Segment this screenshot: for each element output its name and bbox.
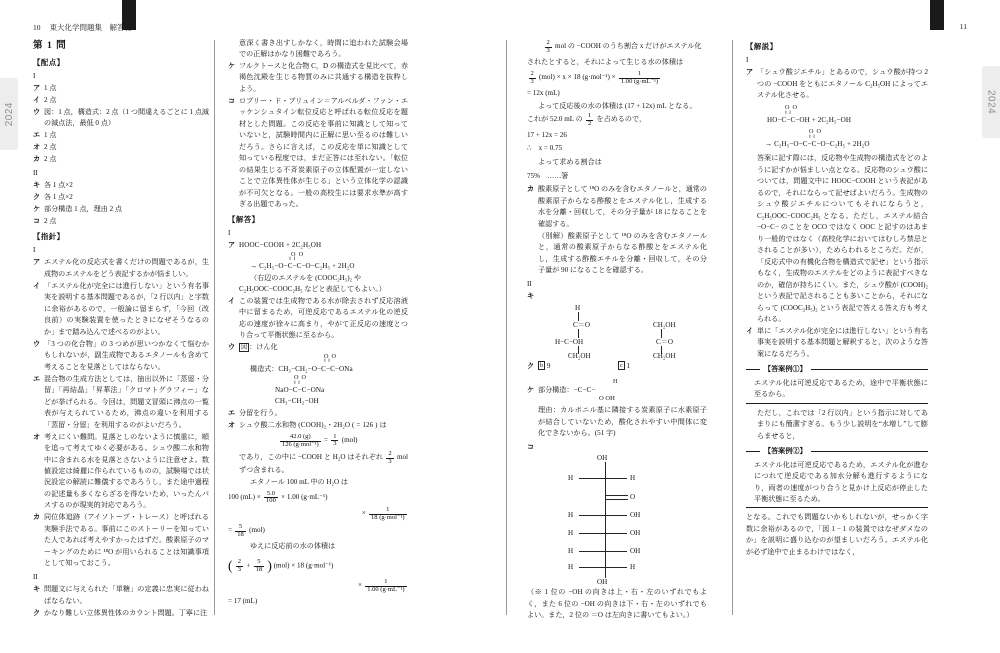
calc-times: × xyxy=(357,580,362,589)
item-body: 酸素原子として ¹⁸O のみを含むエタノールと，通常の酸素原子からなる酢酸とをエステル化し，生成する水を分離・回収して，その分子量が 18 になることを確認する。 xyxy=(538,185,707,228)
fischer-bond-3 xyxy=(579,515,627,516)
fraction-numerator: 5 xyxy=(254,559,265,567)
blank-ref-c: c xyxy=(619,362,623,370)
fraction-numerator: 1 xyxy=(587,111,592,119)
double-bond-marks: ‖ ‖ xyxy=(274,256,296,263)
column-four xyxy=(746,38,928,558)
ethanol-water-result: = $\frac{5}{18}$ (mol) xyxy=(228,523,265,539)
top-tab-mark-right xyxy=(930,0,944,30)
answer-a xyxy=(228,240,408,251)
carbonyl-o-labels-2: O O xyxy=(294,374,307,382)
rule-right xyxy=(811,451,928,452)
item-marker: カ xyxy=(527,185,535,194)
equation-product-block xyxy=(250,252,408,273)
item-body: ロブリー・ド・ブリュイン＝アルベルダ・ファン・エッケンシュタイン転位反応と呼ばれる転位反応を題材とした問題。この反応を事前に知識として知っていないと，試験時間内に正解に思い至るのは難しいだろう。さらに言えば，この反応を単に知識として知っている程度では，まだ正答には至れない。「転位の結果生じる不斉炭素原子の立体配置が一定しないことで立体異性体が生じる」という立体化学の認識が不可欠となる。一般の高校生には要求水準が高すぎる出題であった。 xyxy=(239,96,408,209)
fischer-backbone xyxy=(605,462,606,578)
column-one xyxy=(33,38,209,620)
item-marker: ウ xyxy=(228,343,236,352)
list-item xyxy=(33,584,209,607)
fraction-denominator: 100 xyxy=(266,497,276,505)
list-item xyxy=(33,107,209,130)
answer-e xyxy=(228,408,408,419)
commentary-eq-reactants: HO−C−C−OH + 2C₂H₅−OH xyxy=(767,115,852,124)
list-item xyxy=(33,192,209,203)
item-body: 部分構造 1 点，理由 2 点 xyxy=(44,205,123,214)
item-body: 2 点 xyxy=(44,155,57,164)
ethanol-water-calc-2 xyxy=(228,507,408,522)
fraction-inverse-density xyxy=(365,579,406,594)
oxalic-content-line xyxy=(239,451,408,477)
fischer-top-OH: OH xyxy=(597,454,608,463)
answer-ku-b-value: 9 xyxy=(546,361,551,370)
ethanol-water-calc-1 xyxy=(228,491,408,506)
answer-u xyxy=(228,342,408,353)
item-marker: コ xyxy=(228,96,236,105)
item-marker: カ xyxy=(33,513,41,522)
line-text: mol の −COOH のうち割合 x だけがエステル化 xyxy=(555,42,702,51)
structure-ethanol: CH₃−CH₂−OH xyxy=(275,397,319,406)
answer-ka-alternative: （別解）酸素原子として ¹⁸O のみを含むエタノールと，通常の酸素原子からなる酢酸とをエステル化し，生成する酢酸エチルを分離・回収して，その分子量が 90 になることを確認する。 xyxy=(538,231,707,275)
column-rule-2 xyxy=(506,40,507,615)
item-marker: ア xyxy=(33,258,41,267)
item-marker: ア xyxy=(228,241,236,250)
unit-mol: (mol) xyxy=(249,526,265,535)
fraction-numerator: 1 xyxy=(619,71,660,79)
answer-example-2-caption xyxy=(746,446,928,457)
equation-solve-2: ∴ x = 0.75 xyxy=(527,144,563,153)
fischer-note: （※ 1 位の −OH の向きは上・右・左のいずれでもよく，また 6 位の −OH の向きは下・右・左のいずれでもよい。また，2 位の ＝O は左向きに書いてもよい。） xyxy=(527,588,707,620)
equation-products: → C₂H₅−O−C−C−O−C₂H₅ + 2H₂O xyxy=(250,262,355,271)
structure-label: 構造式： xyxy=(250,364,279,373)
haiten-heading: 【配点】 xyxy=(33,57,65,67)
running-head-right xyxy=(960,22,967,31)
item-body: 分留を行う。 xyxy=(239,408,282,417)
item-body: 単に「エステル化が完全には進行しない」という有名事実を説明する基本問題と解釈すると，次のような答案になるだろう。 xyxy=(757,326,928,358)
item-body: 考えにくい難問。見落としのないように慎重に，順を追って考えてゆく必要がある。シュウ酸二水和物中に含まれる水を見落とさないように注意せよ。数値設定は綺麗に作られているものの，試験場では状況設定の解読に難儀するであろうし，また途中過程の記述量も多くならざるを得ないため，いったんパスするのが現実的対応であろう。 xyxy=(44,432,209,510)
ethanol-water-line: エタノール 100 mL 中の H₂O は xyxy=(250,477,348,486)
answer-example-2-body: エステル化は可逆反応であるため，エステル化が進むにつれて逆反応である加水分解も進行するようになり，両者の速度がつり合うと見かけ上反応が停止した平衡状態に至るため。 xyxy=(754,460,928,503)
atom-CH2OH-top: CH₂OH xyxy=(653,320,676,329)
oxalic-dihydrate-line: シュウ酸二水和物 (COOH)₂・2H₂O ( = 126 ) は xyxy=(239,420,387,429)
carbonyl-o-labels-2: O O xyxy=(809,128,822,136)
item-body: 各 1 点×2 xyxy=(44,181,73,190)
running-head-left xyxy=(33,22,132,33)
column-rule-1 xyxy=(214,40,215,615)
fischer-left-3: H xyxy=(568,511,574,520)
post-reaction-water-line: よって反応後の水の体積は (17 + 12x) mL となる。 xyxy=(538,102,697,111)
fischer-bond-1 xyxy=(579,478,627,479)
item-body: フルクトースと化合物 C，D の構造式を見比べて，赤褐色沈殿を生じる物質のみに共通する構造を抜粋しよう。 xyxy=(239,61,408,93)
fraction-denominator: 126 (g·mol⁻¹) xyxy=(281,440,319,448)
pre-reaction-water-calc: ( $\frac{2}{3}$ + $\frac{5}{18}$ ) (mol) × 18 (g·mol⁻¹) xyxy=(228,557,334,574)
double-bond-marks: ‖ ‖ xyxy=(785,109,791,116)
item-marker: オ xyxy=(33,143,41,152)
answer-ku xyxy=(527,361,707,372)
item-body: 2 点 xyxy=(44,95,57,104)
item-body: 2 点 xyxy=(44,143,57,152)
fischer-right-2-O: O xyxy=(630,493,636,502)
list-item xyxy=(33,83,209,94)
fraction-numerator: 5 xyxy=(235,524,246,532)
commentary-eq-products: → C₂H₅−O−C−C−O−C₂H₅ + 2H₂O xyxy=(765,139,870,148)
answer-u-structures xyxy=(250,354,408,408)
item-marker: コ xyxy=(33,217,41,226)
folio-right: 11 xyxy=(959,22,967,31)
item-marker: イ xyxy=(33,281,41,290)
commentary-a xyxy=(746,67,928,101)
fraction-numerator: 1 xyxy=(333,432,337,440)
final-answer-percent: 75% ……箸 xyxy=(527,171,569,180)
fraction-denominator: 2 xyxy=(587,119,592,127)
structure-sodium-oxalate: NaO−C−C−ONa xyxy=(275,385,325,394)
list-item xyxy=(33,339,209,373)
line-text: これが 52.0 mL の xyxy=(527,114,583,123)
structure-line-1 xyxy=(250,364,408,375)
fraction-inverse-density xyxy=(619,71,660,86)
esterified-fraction-line-2: されたとすると，それによって生じる水の体積は xyxy=(527,58,684,67)
fraction-denominator: 3 xyxy=(530,77,534,85)
answer-example-1-caption xyxy=(746,364,928,375)
year-tab-right-label: 2024 xyxy=(985,89,997,115)
commentary-a-paragraph: 答案に記す際には，反応物や生成物の構造式をどのように記すかが悩ましい点となる。反応物のシュウ酸については，問題文中に HOOC−COOH という表記があるので，それにならって記せばよいだろう。生成物のシュウ酸ジエチルについてもそれにならうと，C₂H₅OOC−COOC₂H₅ となる。ただし，エステル結合 −O−C− のことを OCO ではなく OOC と記すのはあまり一般的ではなく（高校化学においてはむしろ禁忌とされることが多い），ためらわれるところだ。だが，「反応式中の有機化合物を構造式で記せ」という指示もなく，生成物のエステルをどのように表記すべきなのか，確信が持ちにくい。また，シュウ酸が (COOH)₂ という表記で記されることも多いことから，それにならって (COOC₂H₅)₂ という表記で答える答え方も考えられる。 xyxy=(757,154,928,324)
atom-C-hydroxyl: H−C−OH xyxy=(555,337,584,346)
shishin-roman-2: II xyxy=(33,572,38,581)
list-item xyxy=(33,142,209,153)
fischer-double-bond-upper xyxy=(606,495,628,496)
fischer-right-5: OH xyxy=(630,547,641,556)
year-tab-right xyxy=(982,66,1000,138)
item-body: 1 点 xyxy=(44,131,57,140)
fraction-two-thirds xyxy=(529,71,536,86)
fraction-five-eighteenths xyxy=(235,524,246,539)
problem-heading: 第 1 問 xyxy=(33,40,67,51)
answer-a-note-1: （右辺のエステルを (COOC₂H₅)₂ や xyxy=(250,273,361,282)
fraction-denominator: 3 xyxy=(388,457,392,465)
pre-reaction-water-calc-2 xyxy=(228,579,408,594)
answer-example-1-title: 【答案例①】 xyxy=(764,365,807,374)
partial-structure-chain: −C−C− xyxy=(573,385,596,394)
blank-ref-b: b xyxy=(540,362,544,370)
answer-ki xyxy=(527,291,707,302)
fischer-projection xyxy=(527,453,707,587)
item-body: 「エステル化が完全には進行しない」という有名事実を説明する基本問題であるが，「2 行以内」と字数に余裕があるので，一般論に留まらず，「今回（改良前）の実験装置を使ったときになぜそうなるのか」まで踏み込んで述べるのがよい。 xyxy=(44,281,209,336)
answer-ka xyxy=(527,184,707,230)
list-item xyxy=(228,61,408,95)
item-body: 図：1 点，構造式：2 点（1 つ間違えるごとに 1 点減の減点法，最低 0 点） xyxy=(44,107,209,128)
calc-suffix: × 1.00 (g·mL⁻¹) xyxy=(281,492,328,501)
fischer-right-6: H xyxy=(630,563,636,572)
kaisetsu-roman-1: I xyxy=(746,55,749,64)
column-rule-3 xyxy=(732,40,733,615)
answer-example-2-title: 【答案例②】 xyxy=(764,447,807,456)
fraction-denominator: 1.00 (g·mL⁻¹) xyxy=(620,77,659,85)
fraction-denominator: 18 xyxy=(237,531,244,539)
item-marker: オ xyxy=(228,420,236,429)
list-item xyxy=(33,130,209,141)
answer-example-1-bottom-rule xyxy=(746,403,928,404)
structure-ethyl-oxalate-sodium: CH₃−CH₂−O−C−C−ONa xyxy=(278,364,353,373)
fraction-two-thirds xyxy=(545,40,552,55)
atom-C-carbonyl: C＝O xyxy=(656,337,673,346)
kaitou-heading: 【解答】 xyxy=(228,214,260,224)
water-volume-result: = 12x (mL) xyxy=(527,88,560,97)
fraction-numerator: 5.0 xyxy=(264,491,278,499)
spacer xyxy=(527,372,707,379)
kaitou-roman-1: I xyxy=(228,228,231,237)
item-marker: カ xyxy=(33,155,41,164)
item-marker: エ xyxy=(33,374,41,383)
item-body: かなり難しい立体異性体のカウント問題。丁寧に注 xyxy=(44,608,208,617)
water-volume-calc xyxy=(527,71,707,86)
line-text-2: を占めるので， xyxy=(596,114,647,123)
fraction-one-half xyxy=(586,113,593,128)
pre-reaction-water-line: ゆえに反応前の水の体積は xyxy=(250,542,336,551)
calc-prefix: 100 (mL) × xyxy=(228,492,261,501)
haiten-roman-1: I xyxy=(33,71,36,80)
fraction-denominator: 3 xyxy=(237,566,242,574)
answer-example-2-bottom-rule xyxy=(746,507,928,508)
fraction-two-thirds xyxy=(386,451,393,466)
partial-structure-O-OH: O OH xyxy=(599,395,615,403)
text-part-b: mol xyxy=(396,452,408,461)
continued-paragraph: 意深く書き出すしかなく，時間に追われた試験会場での正解はかなり困難であろう。 xyxy=(239,39,408,59)
item-marker: ク xyxy=(33,193,41,202)
item-marker: ク xyxy=(527,361,535,370)
fischer-right-3: OH xyxy=(630,511,641,520)
item-marker: ウ xyxy=(33,339,41,348)
fraction-numerator: 42.0 (g) xyxy=(280,434,321,442)
fischer-left-4: H xyxy=(568,529,574,538)
unit-mol: (mol) xyxy=(341,435,358,444)
page-gutter xyxy=(499,0,501,653)
required-fraction-line: よって求める割合は xyxy=(538,157,602,166)
fraction-third xyxy=(331,434,338,449)
item-marker: キ xyxy=(33,181,41,190)
fraction-denominator: 3 xyxy=(546,47,550,55)
item-marker: イ xyxy=(228,296,236,305)
list-item xyxy=(33,180,209,191)
atom-CH2OH: CH₂OH xyxy=(568,351,591,360)
structures-ki xyxy=(533,303,707,361)
answer-ke-reason: 理由：カルボニル基に隣接する炭素原子に水素原子が結合していないため，酸化されやすい中間体に変化できないから。(51 字) xyxy=(538,406,707,438)
calc-times: × xyxy=(361,509,366,518)
list-item xyxy=(33,432,209,512)
running-title-left: 東大化学問題集 解答篇 xyxy=(49,23,132,32)
answer-ku-c-value: 1 xyxy=(626,361,631,370)
list-item xyxy=(33,95,209,106)
answer-example-2 xyxy=(746,446,928,508)
item-marker: エ xyxy=(228,408,236,417)
answer-ko xyxy=(527,442,707,453)
list-item xyxy=(33,512,209,569)
item-body: 問題文に与えられた「単糖」の定義に忠実に従わねばならない。 xyxy=(44,585,209,605)
item-marker: ア xyxy=(33,84,41,92)
fischer-right-4: OH xyxy=(630,529,641,538)
answer-a-note-2: C₂H₅OOC−COOC₂H₅ などと表記してもよい。） xyxy=(239,285,386,294)
fraction-numerator: 2 xyxy=(546,39,550,47)
list-item xyxy=(33,608,209,619)
kaitou-roman-2: II xyxy=(527,279,532,288)
list-item xyxy=(33,374,209,431)
item-body: 同位体追跡（アイソトープ・トレース）と呼ばれる実験手法である。事前にこのストーリーを知っていた人であれば考えやすかったはずだ。酸素原子のマーキングのために ¹⁸O が用いられることは知識事項として知っておこう。 xyxy=(44,513,209,568)
item-body: 混合物の生成方法としては，抽出以外に「蒸留・分留」「再結晶」「昇華法」「クロマトグラフィー」などが挙げられる。今回は，問題文冒頭に沸点の一覧表が与えられているため，沸点の違いを利用する「蒸留・分留」を利用するのがよいだろう。 xyxy=(44,374,209,429)
item-body: この装置では生成物である水が除去されず反応溶液中に留まるため，可逆反応であるエステル化の逆反応の速度が徐々に高まり，やがて正反応の速度とつり合って平衡状態に至るから。 xyxy=(239,296,408,340)
item-marker: キ xyxy=(33,585,41,594)
atom-CH2OH-bottom: CH₂OH xyxy=(653,351,676,360)
commentary-i xyxy=(746,326,928,360)
fischer-bond-4 xyxy=(579,533,627,534)
pre-reaction-water-result: = 17 (mL) xyxy=(228,596,258,605)
fraction xyxy=(280,434,321,449)
carbonyl-o-labels: O O xyxy=(785,103,798,111)
fraction-numerator: 2 xyxy=(388,449,392,457)
item-marker: ウ xyxy=(33,107,41,116)
item-body: 「シュウ酸ジエチル」とあるので，シュウ酸が持つ 2 つの −COOH をともにエタノール C₂H₅OH によってエステル化させる。 xyxy=(757,68,928,100)
fraction-denominator: 3 xyxy=(333,440,337,448)
calc-text: (mol) × x × 18 (g·mol⁻¹) × xyxy=(539,72,616,81)
fraction-numerator: 1 xyxy=(369,507,406,515)
commentary-equation-block xyxy=(757,105,928,151)
fischer-bottom-OH: OH xyxy=(597,578,608,587)
item-marker: イ xyxy=(33,95,41,104)
shishin-roman-1: I xyxy=(33,245,36,254)
item-marker: ケ xyxy=(527,385,535,394)
list-item xyxy=(33,281,209,338)
list-item xyxy=(33,154,209,165)
list-item xyxy=(228,96,408,211)
rule-right xyxy=(811,369,928,370)
fischer-right-1: H xyxy=(630,474,636,483)
item-body: エステル化の反応式を書くだけの問題であるが，生成物のエステルをどう表記するかが悩ましい。 xyxy=(44,258,209,278)
year-tab-left xyxy=(0,78,18,150)
item-marker: ケ xyxy=(33,205,41,214)
commentary-middle-text: ただし，これでは「2 行以内」という指示に対してあまりにも簡潔すぎる。もう少し説明を“水増し”して膨らませると， xyxy=(757,408,928,440)
double-bond-marks: ‖ ‖ xyxy=(324,358,330,365)
list-item xyxy=(33,204,209,215)
fischer-left-1: H xyxy=(568,474,574,483)
fischer-left-6: H xyxy=(568,563,574,572)
kaisetsu-heading: 【解説】 xyxy=(746,42,778,51)
fraction-two-thirds xyxy=(236,559,243,574)
partial-structure-label: 部分構造： xyxy=(538,385,574,394)
column-three xyxy=(527,38,707,622)
atom-C-carbonyl: C＝O xyxy=(573,320,590,329)
carbonyl-o-labels: O O xyxy=(274,250,304,258)
item-marker: ク xyxy=(33,608,41,617)
item-marker: イ xyxy=(746,326,754,335)
fischer-bond-6 xyxy=(579,567,627,568)
list-item xyxy=(33,257,209,280)
rule-left xyxy=(746,369,760,370)
item-body: 2 点 xyxy=(44,217,57,226)
text-part-c: ずつ含まれる。 xyxy=(239,466,289,475)
answer-u-text: ：けん化 xyxy=(249,343,278,352)
item-marker: コ xyxy=(527,442,535,451)
column-two xyxy=(228,38,408,609)
item-body: 「3 つの化合物」の 3 つめが思いつかなくて悩むかもしれないが，副生成物であるエタノールも含めて考えることを見落としてはならない。 xyxy=(44,339,209,371)
half-occupancy-line xyxy=(527,113,707,128)
rule-left xyxy=(746,451,760,452)
answer-example-1 xyxy=(746,364,928,403)
commentary-end-text: となる。これでも問題ないかもしれないが，せっかく字数に余裕があるので，「図 1 − 1 の装置ではなぜダメなのか」を説明に盛り込むのが望ましいだろう。エステル化が必ず途中で止まるわけではなく， xyxy=(746,513,928,556)
fischer-double-bond-lower xyxy=(606,499,628,500)
fischer-bond-5 xyxy=(579,551,627,552)
fraction-inverse-molar-mass xyxy=(369,507,406,522)
double-bond-marks-2: ‖ ‖ xyxy=(294,379,300,386)
fraction-denominator: 18 xyxy=(255,566,263,574)
fraction-numerator: 2 xyxy=(530,69,534,77)
fraction-numerator: 2 xyxy=(237,558,242,566)
carbonyl-o-labels: O O xyxy=(324,352,337,360)
partial-structure-H: H xyxy=(613,378,618,386)
item-marker: ア xyxy=(746,68,754,77)
shishin-heading: 【指針】 xyxy=(33,231,65,241)
answer-ke xyxy=(527,385,707,396)
item-marker: ケ xyxy=(228,61,236,70)
answer-o xyxy=(228,420,408,431)
fraction-percent xyxy=(264,491,278,506)
fraction-five-eighteenths xyxy=(254,559,265,574)
fraction-denominator: 1.00 (g·mL⁻¹) xyxy=(367,585,405,593)
item-marker: エ xyxy=(33,131,41,140)
haiten-roman-2: II xyxy=(33,168,38,177)
answer-i xyxy=(228,296,408,342)
item-marker: キ xyxy=(527,292,535,301)
item-marker: オ xyxy=(33,432,41,441)
calc-suffix: (mol) × 18 (g·mol⁻¹) xyxy=(273,561,334,570)
fraction-numerator: 1 xyxy=(365,579,406,587)
figure-ref-box: 図 xyxy=(241,343,248,351)
esterified-fraction-line xyxy=(543,40,707,55)
atom-H-top: H xyxy=(575,303,581,312)
equation-solve-1: 17 + 12x = 26 xyxy=(527,130,567,139)
double-bond-marks-2: ‖ ‖ xyxy=(809,133,815,140)
folio-left: 10 xyxy=(33,23,41,32)
item-body: 各 1 点×2 xyxy=(44,193,73,202)
year-tab-left-label: 2024 xyxy=(3,101,15,127)
equation-reactants: HOOC−COOH + 2C₂H₅OH xyxy=(239,241,322,250)
answer-example-1-body: エステル化は可逆反応であるため，途中で平衡状態に至るから。 xyxy=(754,378,928,399)
list-item xyxy=(33,216,209,227)
fraction-denominator: 18 (g·mol⁻¹) xyxy=(371,514,405,522)
text-part-a: であり，この中に −COOH と H₂O はそれぞれ xyxy=(239,452,384,461)
oxalic-moles-equation: $\frac{42.0 (g)}{\text{126 (g·mol⁻¹)}}$ = $\frac{1}{3}$ (mol) xyxy=(281,432,358,448)
fischer-left-5: H xyxy=(568,547,574,556)
item-body: 1 点 xyxy=(44,84,57,92)
